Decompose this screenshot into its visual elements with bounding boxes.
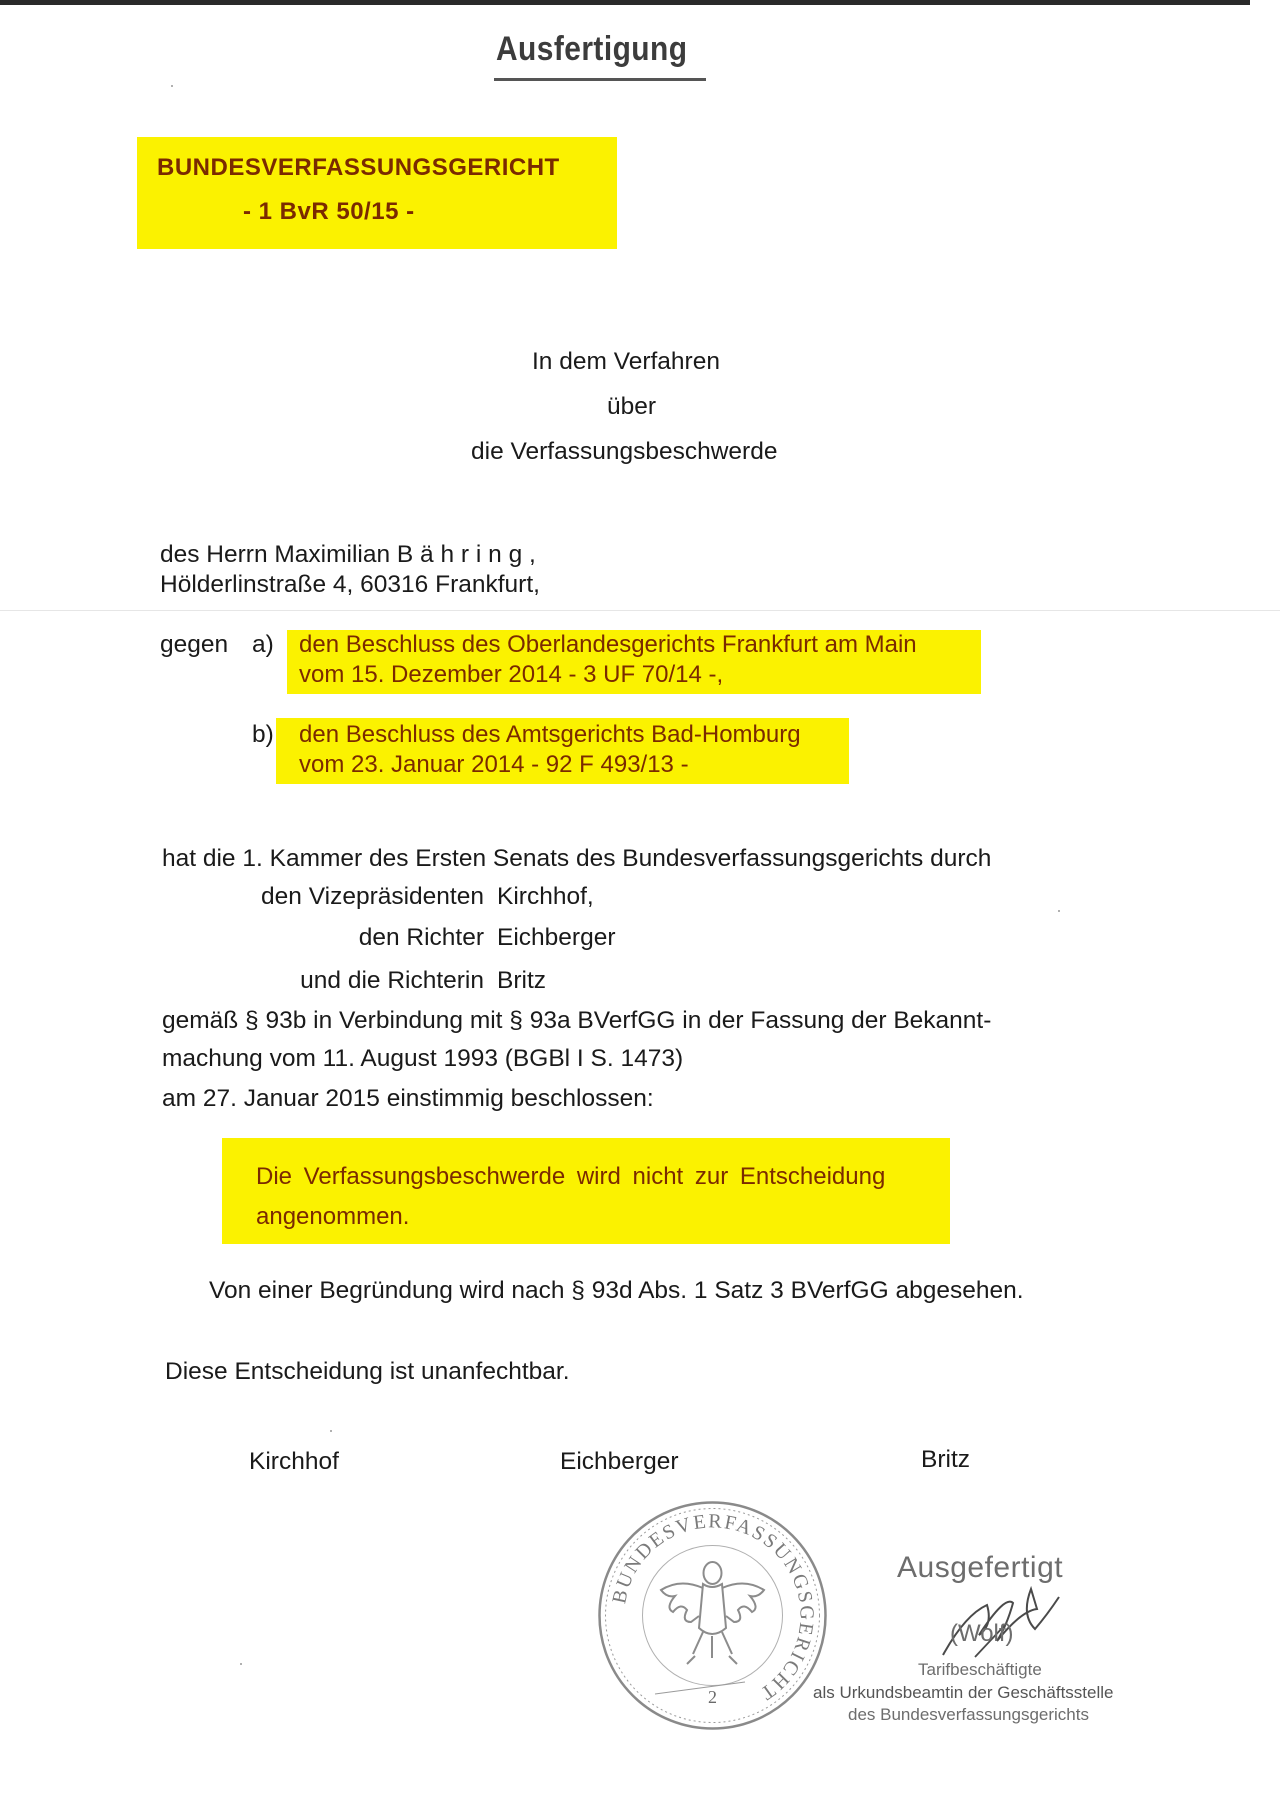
intro-line-2: über [607, 393, 657, 420]
decision-line-1: Die Verfassungsbeschwerde wird nicht zur Entscheidung [256, 1163, 886, 1190]
item-b-label: b) [252, 721, 274, 748]
intro-line-3: die Verfassungsbeschwerde [471, 438, 778, 465]
cert-line-3: des Bundesverfassungsgerichts [848, 1705, 1089, 1724]
judge-1-name: Kirchhof, [497, 883, 594, 910]
svg-text:BUNDESVERFASSUNGSGERICHT [608, 1510, 817, 1705]
reasoning-text: Von einer Begründung wird nach § 93d Abs. 1 Satz 3 BVerfGG abgesehen. [209, 1277, 1024, 1304]
chamber-line-1: hat die 1. Kammer des Ersten Senats des Bundesverfassungsgerichts durch [162, 845, 992, 872]
seal-number: 2 [708, 1687, 717, 1707]
chamber-line-4: am 27. Januar 2015 einstimmig beschlossen: [162, 1085, 654, 1112]
signature-kirchhof: Kirchhof [249, 1448, 339, 1475]
judge-1-role: den Vizepräsidenten [261, 883, 484, 910]
complainant-name: des Herrn Maximilian B ä h r i n g , [160, 541, 536, 568]
cert-line-1: Tarifbeschäftigte [918, 1660, 1042, 1679]
judge-2-name: Eichberger [497, 924, 616, 951]
intro-line-1: In dem Verfahren [532, 348, 720, 375]
signer-name: (Wolf) [950, 1620, 1014, 1647]
decision-line-2: angenommen. [256, 1203, 410, 1230]
stamp-underline [494, 78, 706, 81]
case-number: - 1 BvR 50/15 - [243, 198, 415, 225]
item-a-label: a) [252, 631, 274, 658]
judge-3-name: Britz [497, 967, 546, 994]
scan-speck [171, 85, 173, 87]
cert-line-2: als Urkundsbeamtin der Geschäftsstelle [813, 1683, 1114, 1702]
against-a-line-1: den Beschluss des Oberlandesgerichts Frankfurt am Main [299, 631, 917, 658]
signature-britz: Britz [921, 1446, 970, 1473]
scan-speck [330, 1430, 332, 1432]
chamber-line-2: gemäß § 93b in Verbindung mit § 93a BVerfGG in der Fassung der Bekannt- [162, 1007, 992, 1034]
final-text: Diese Entscheidung ist unanfechtbar. [165, 1358, 570, 1385]
ausgefertigt-stamp: Ausgefertigt [897, 1551, 1064, 1584]
against-b-line-1: den Beschluss des Amtsgerichts Bad-Homburg [299, 721, 801, 748]
ausfertigung-stamp: Ausfertigung [496, 30, 688, 68]
eagle-emblem-icon [661, 1562, 764, 1664]
against-b-line-2: vom 23. Januar 2014 - 92 F 493/13 - [299, 751, 689, 778]
seal-ring-text: BUNDESVERFASSUNGSGERICHT [608, 1510, 818, 1706]
judge-3-role: und die Richterin [300, 967, 484, 994]
gegen-label: gegen [160, 631, 229, 658]
paper-fold-line [0, 610, 1280, 611]
judge-2-role: den Richter [358, 924, 484, 951]
scan-speck [1058, 910, 1060, 912]
court-name: BUNDESVERFASSUNGSGERICHT [157, 154, 560, 181]
official-seal [595, 1498, 830, 1733]
complainant-address: Hölderlinstraße 4, 60316 Frankfurt, [160, 571, 540, 598]
scan-top-edge [0, 0, 1250, 5]
against-a-line-2: vom 15. Dezember 2014 - 3 UF 70/14 -, [299, 661, 724, 688]
signature-eichberger: Eichberger [560, 1448, 679, 1475]
chamber-line-3: machung vom 11. August 1993 (BGBl I S. 1473) [162, 1045, 684, 1072]
scan-speck [240, 1663, 242, 1665]
